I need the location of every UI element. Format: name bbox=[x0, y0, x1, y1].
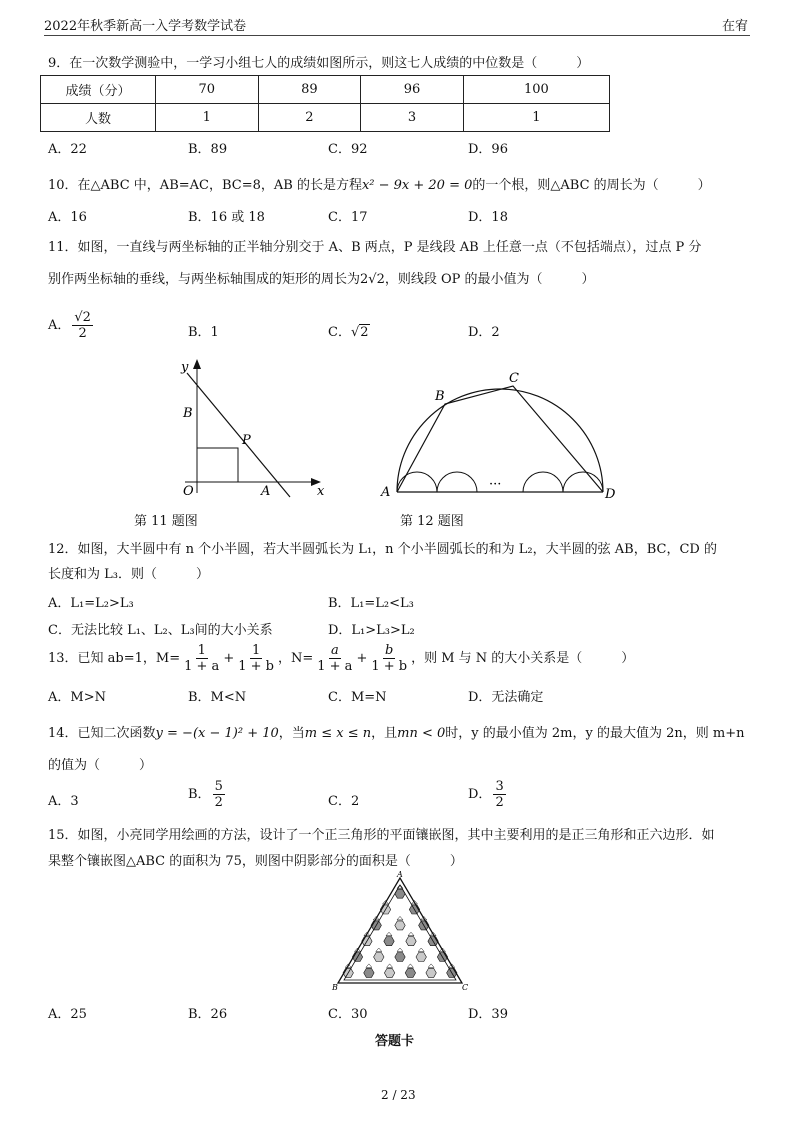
table-cell: 1 bbox=[156, 104, 259, 132]
q15-option-a: A．25 bbox=[48, 1007, 87, 1022]
q9-option-b: B．89 bbox=[188, 142, 228, 157]
fraction-denominator: 2 bbox=[78, 326, 87, 341]
page-number: 2 / 23 bbox=[381, 1088, 416, 1102]
header-divider bbox=[44, 35, 750, 36]
label-c: C bbox=[509, 371, 519, 386]
q9-score-table bbox=[40, 75, 610, 132]
table-cell: 成绩（分） bbox=[41, 76, 156, 104]
q15-line1: 15．如图，小亮同学用绘画的方法，设计了一个正三角形的平面镶嵌图，其中主要利用的是正三角形和正六边形．如 bbox=[48, 828, 715, 843]
triangle-tile bbox=[366, 964, 372, 968]
q10-option-d: D．18 bbox=[468, 210, 508, 225]
q15-option-c: C．30 bbox=[328, 1007, 368, 1022]
fraction bbox=[72, 310, 93, 341]
hexagon-tile bbox=[405, 968, 415, 977]
table-cell: 96 bbox=[361, 76, 464, 104]
q12-option-d: D．L₁>L₃>L₂ bbox=[328, 623, 415, 638]
q13-option-c: C．M=N bbox=[328, 690, 387, 705]
label-a: A bbox=[397, 870, 403, 879]
fraction-denominator: 2 bbox=[214, 795, 223, 810]
label-b: B bbox=[435, 389, 445, 404]
q10-text-a: 10．在△ABC 中，AB=AC，BC=8，AB 的长是方程 bbox=[48, 178, 362, 193]
option-label: A． bbox=[48, 318, 71, 333]
q14-option-a: A．3 bbox=[48, 794, 79, 809]
label-d: D bbox=[605, 487, 616, 502]
q14-text-b: ，当 bbox=[278, 726, 305, 741]
q10-text-b: 的一个根，则△ABC 的周长为（ ） bbox=[472, 178, 711, 193]
q10-option-b: B．16 或 18 bbox=[188, 210, 265, 225]
small-semicircle bbox=[437, 472, 477, 492]
fraction bbox=[182, 643, 221, 674]
q14-text bbox=[48, 722, 744, 741]
fraction-numerator: b bbox=[385, 643, 394, 658]
table-cell: 人数 bbox=[41, 104, 156, 132]
fraction-denominator: 1 + b bbox=[371, 659, 408, 674]
triangle-tile bbox=[376, 948, 382, 952]
table-cell: 2 bbox=[258, 104, 361, 132]
q11-option-b: B．1 bbox=[188, 325, 219, 340]
table-cell: 70 bbox=[156, 76, 259, 104]
q15-option-d: D．39 bbox=[468, 1007, 508, 1022]
option-label: C． bbox=[328, 325, 351, 340]
fraction-numerator: 3 bbox=[495, 779, 504, 794]
answer-card-heading: 答题卡 bbox=[375, 1034, 415, 1049]
hexagon-tile bbox=[395, 953, 405, 962]
triangle-tile bbox=[428, 964, 434, 968]
q11-line2 bbox=[48, 268, 595, 287]
label-p: P bbox=[242, 433, 251, 448]
q14-option-c: C．2 bbox=[328, 794, 360, 809]
label-b: B bbox=[183, 406, 193, 421]
triangle-tile bbox=[407, 964, 413, 968]
fraction-denominator: 2 bbox=[495, 795, 504, 810]
q15-option-b: B．26 bbox=[188, 1007, 228, 1022]
q13-text bbox=[48, 643, 634, 674]
q10-option-c: C．17 bbox=[328, 210, 368, 225]
q11-line2-b: ，则线段 OP 的最小值为（ ） bbox=[384, 272, 595, 287]
fraction bbox=[236, 643, 276, 674]
header-right: 在宥 bbox=[721, 19, 748, 34]
label-c: C bbox=[462, 983, 469, 992]
figure-15 bbox=[330, 868, 470, 993]
small-semicircle bbox=[563, 472, 603, 492]
fraction bbox=[213, 779, 225, 810]
q10-text bbox=[48, 174, 711, 193]
q14-text-c: ，且 bbox=[371, 726, 398, 741]
hexagon-tile bbox=[416, 953, 426, 962]
q14-text-d: 时，y 的最小值为 2m，y 的最大值为 2n，则 m+n bbox=[445, 726, 745, 741]
triangle-tile bbox=[418, 948, 424, 952]
figure-11 bbox=[165, 355, 335, 505]
hexagon-tile bbox=[395, 921, 405, 930]
figure-12 bbox=[375, 370, 625, 505]
hexagon-tile bbox=[426, 968, 436, 977]
fraction-numerator: 5 bbox=[214, 779, 223, 794]
label-a: A bbox=[381, 485, 391, 500]
fraction-numerator: a bbox=[330, 643, 339, 658]
fraction bbox=[315, 643, 354, 674]
triangle-tile bbox=[408, 932, 414, 936]
q10-equation: x² − 9x + 20 = 0 bbox=[361, 178, 473, 193]
q11-perimeter-math: 2√2 bbox=[360, 272, 385, 287]
label-a: A bbox=[261, 484, 271, 499]
label-x: x bbox=[317, 484, 325, 499]
q11-option-d: D．2 bbox=[468, 325, 500, 340]
q9-option-a: A．22 bbox=[48, 142, 87, 157]
fraction-numerator: √2 bbox=[74, 310, 91, 325]
plus-sign: + bbox=[356, 651, 368, 666]
q13-text-mid: ，N= bbox=[277, 651, 314, 666]
q9-option-d: D．96 bbox=[468, 142, 508, 157]
figure-11-caption: 第 11 题图 bbox=[134, 514, 198, 529]
q14-line2: 的值为（ ） bbox=[48, 758, 153, 773]
triangle-tile bbox=[397, 916, 403, 920]
q13-option-b: B．M<N bbox=[188, 690, 247, 705]
ellipsis: ··· bbox=[489, 477, 502, 492]
triangle-tile bbox=[387, 964, 393, 968]
table-cell: 100 bbox=[463, 76, 609, 104]
q11-option-c: C．√2 bbox=[328, 325, 369, 340]
table-cell: 89 bbox=[258, 76, 361, 104]
q12-line2: 长度和为 L₃．则（ ） bbox=[48, 567, 209, 582]
figure-12-caption: 第 12 题图 bbox=[400, 514, 464, 529]
q12-line1: 12．如图，大半圆中有 n 个小半圆，若大半圆弧长为 L₁，n 个小半圆弧长的和为 L₂，大半圆的弦 AB，BC，CD 的 bbox=[48, 542, 717, 557]
q10-option-a: A．16 bbox=[48, 210, 87, 225]
rectangle-op bbox=[197, 448, 238, 482]
inner-border bbox=[344, 885, 456, 980]
fraction-numerator: 1 bbox=[197, 643, 206, 658]
q15-line2: 果整个镶嵌图△ABC 的面积为 75，则图中阴影部分的面积是（ ） bbox=[48, 854, 463, 869]
table-row bbox=[41, 76, 610, 104]
label-b: B bbox=[332, 983, 338, 992]
fraction bbox=[493, 779, 505, 810]
triangle-tile bbox=[397, 948, 403, 952]
fraction-denominator: 1 + a bbox=[184, 659, 220, 674]
label-y: y bbox=[181, 360, 189, 375]
fraction bbox=[369, 643, 409, 674]
q9-option-c: C．92 bbox=[328, 142, 368, 157]
hexagon-tile bbox=[364, 968, 374, 977]
q11-line2-a: 别作两坐标轴的垂线，与两坐标轴围成的矩形的周长为 bbox=[48, 272, 361, 287]
table-cell: 1 bbox=[463, 104, 609, 132]
tessellation-pattern bbox=[343, 885, 457, 978]
sqrt-radicand: 2 bbox=[360, 325, 369, 340]
table-row bbox=[41, 104, 610, 132]
q14-function: y = −(x − 1)² + 10 bbox=[155, 726, 279, 741]
hexagon-tile bbox=[406, 937, 416, 946]
q12-option-a: A．L₁=L₂>L₃ bbox=[48, 596, 134, 611]
label-o: O bbox=[183, 484, 194, 499]
q13-text-b: ，则 M 与 N 的大小关系是（ ） bbox=[411, 651, 635, 666]
q14-option-b bbox=[188, 779, 227, 810]
plus-sign: + bbox=[223, 651, 235, 666]
header-title: 2022年秋季新高一入学考数学试卷 bbox=[44, 19, 247, 34]
y-axis-arrow bbox=[193, 359, 201, 369]
q13-text-a: 13．已知 ab=1，M= bbox=[48, 651, 181, 666]
q14-condition-2: mn < 0 bbox=[397, 726, 446, 741]
fraction-denominator: 1 + b bbox=[238, 659, 274, 674]
q11-option-a bbox=[48, 310, 95, 341]
hexagon-tile bbox=[374, 953, 384, 962]
q14-condition: m ≤ x ≤ n bbox=[304, 726, 372, 741]
fraction-denominator: 1 + a bbox=[317, 659, 353, 674]
q12-option-c: C．无法比较 L₁、L₂、L₃间的大小关系 bbox=[48, 623, 273, 638]
hexagon-tile bbox=[384, 968, 394, 977]
q14-option-d bbox=[468, 779, 508, 810]
q11-line1: 11．如图，一直线与两坐标轴的正半轴分别交于 A、B 两点，P 是线段 AB 上任意一点（不包括端点），过点 P 分 bbox=[48, 240, 702, 255]
q14-text-a: 14．已知二次函数 bbox=[48, 726, 156, 741]
hexagon-tile bbox=[384, 937, 394, 946]
q13-option-a: A．M>N bbox=[48, 690, 106, 705]
q12-option-b: B．L₁=L₂<L₃ bbox=[328, 596, 414, 611]
option-label: B． bbox=[188, 787, 211, 802]
option-label: D． bbox=[468, 787, 492, 802]
small-semicircle bbox=[523, 472, 563, 492]
fraction-numerator: 1 bbox=[251, 643, 261, 658]
q9-text: 9．在一次数学测验中，一学习小组七人的成绩如图所示，则这七人成绩的中位数是（ ） bbox=[48, 56, 590, 71]
table-cell: 3 bbox=[361, 104, 464, 132]
triangle-tile bbox=[386, 932, 392, 936]
q13-option-d: D．无法确定 bbox=[468, 690, 544, 705]
